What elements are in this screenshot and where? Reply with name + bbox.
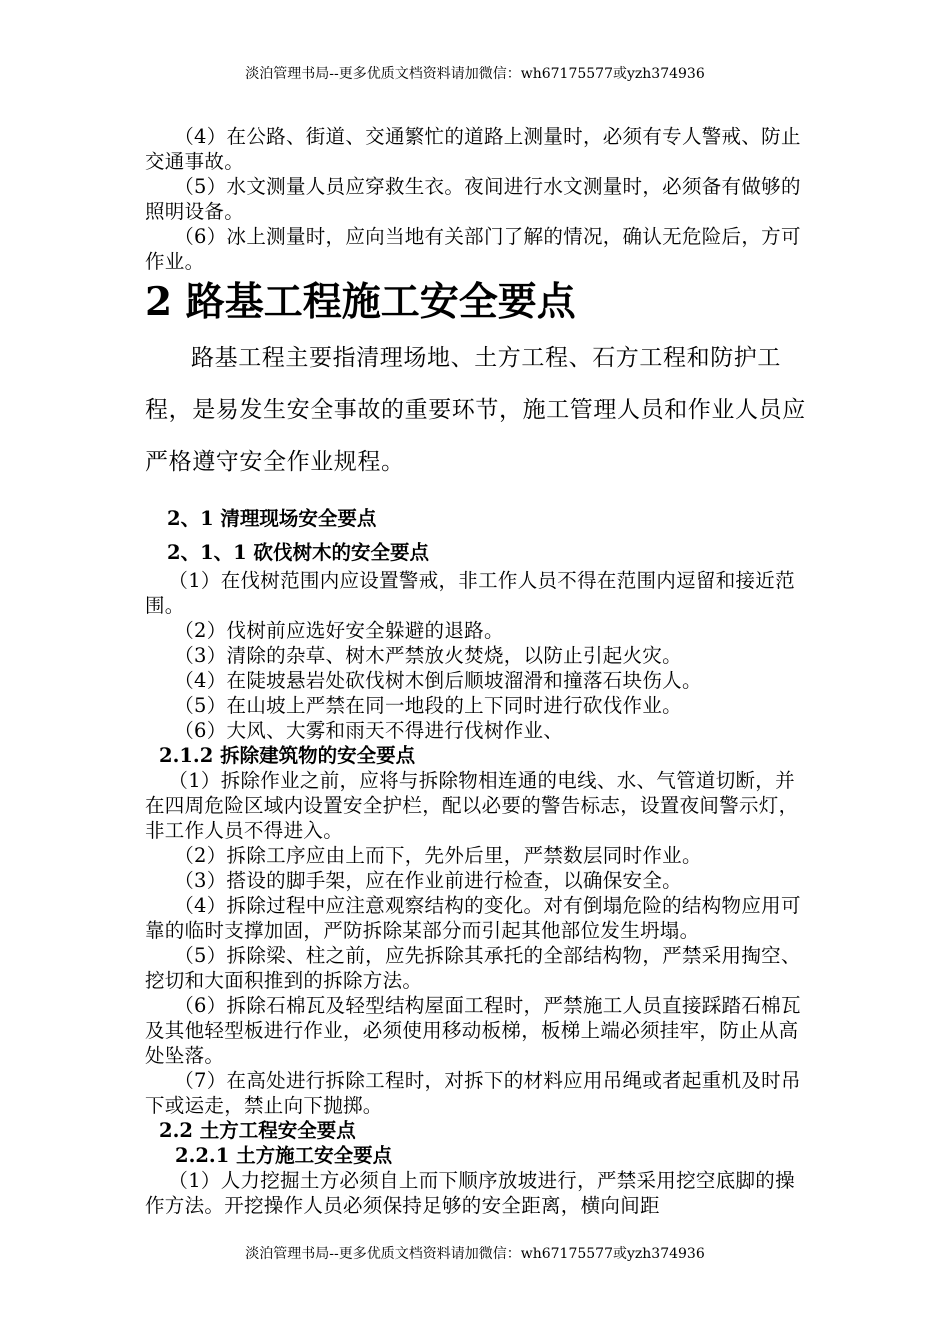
list-item: （5）拆除梁、柱之前，应先拆除其承托的全部结构物，严禁采用掏空、挖切和大面积推到的拆除方法。: [145, 944, 801, 992]
list-item: （6）大风、大雾和雨天不得进行伐树作业、: [174, 719, 564, 742]
list-item: （4）在陡坡悬岩处砍伐树木倒后顺坡溜滑和撞落石块伤人。: [174, 669, 702, 692]
document-body: [145, 124, 810, 1218]
list-item: （3）搭设的脚手架，应在作业前进行检查，以确保安全。: [174, 869, 682, 892]
section-2-1-2-title: 2.1.2 拆除建筑物的安全要点: [159, 744, 416, 767]
paragraph-top-5: （5）水文测量人员应穿救生衣。夜间进行水文测量时，必须备有做够的照明设备。: [145, 175, 801, 223]
paragraph-top-4: （4）在公路、街道、交通繁忙的道路上测量时，必须有专人警戒、防止交通事故。: [145, 125, 801, 173]
list-item: （5）在山坡上严禁在同一地段的上下同时进行砍伐作业。: [174, 694, 682, 717]
list-item: （2）拆除工序应由上而下，先外后里，严禁数层同时作业。: [174, 844, 702, 867]
list-item: （6）拆除石棉瓦及轻型结构屋面工程时，严禁施工人员直接踩踏石棉瓦及其他轻型板进行作业，必须使用移动板梯，板梯上端必须挂牢，防止从高处坠落。: [145, 994, 801, 1067]
list-item: （1）在伐树范围内应设置警戒，非工作人员不得在范围内逗留和接近范围。: [145, 569, 795, 617]
chapter-intro: 路基工程主要指清理场地、土方工程、石方工程和防护工程，是易发生安全事故的重要环节，施工管理人员和作业人员应严格遵守安全作业规程。: [145, 345, 806, 475]
page-footer: 淡泊管理书局--更多优质文档资料请加微信：wh67175577或yzh374936: [245, 1246, 705, 1262]
list-item: （2）伐树前应选好安全躲避的退路。: [174, 619, 504, 642]
section-2-1-title: 2、1 清理现场安全要点: [167, 507, 377, 530]
list-item: （3）清除的杂草、树木严禁放火焚烧，以防止引起火灾。: [174, 644, 682, 667]
section-2-2-1-title: 2.2.1 土方施工安全要点: [175, 1144, 393, 1167]
paragraph-top-6: （6）冰上测量时，应向当地有关部门了解的情况，确认无危险后，方可作业。: [145, 225, 801, 273]
list-item: （4）拆除过程中应注意观察结构的变化。对有倒塌危险的结构物应用可靠的临时支撑加固，严防拆除某部分而引起其他部位发生坍塌。: [145, 894, 801, 942]
page-header: 淡泊管理书局--更多优质文档资料请加微信：wh67175577或yzh374936: [245, 66, 705, 82]
list-item: （1）人力挖掘土方必须自上而下顺序放坡进行，严禁采用挖空底脚的操作方法。开挖操作人员必须保持足够的安全距离，横向间距: [145, 1169, 795, 1217]
section-2-2-title: 2.2 土方工程安全要点: [159, 1119, 356, 1142]
chapter-title: 2 路基工程施工安全要点: [145, 279, 576, 325]
section-2-1-1-title: 2、1、1 砍伐树木的安全要点: [167, 541, 429, 564]
list-item: （1）拆除作业之前，应将与拆除物相连通的电线、水、气管道切断，并在四周危险区域内设置安全护栏，配以必要的警告标志，设置夜间警示灯，非工作人员不得进入。: [145, 769, 799, 842]
list-item: （7）在高处进行拆除工程时，对拆下的材料应用吊绳或者起重机及时吊下或运走，禁止向下抛掷。: [145, 1069, 801, 1117]
